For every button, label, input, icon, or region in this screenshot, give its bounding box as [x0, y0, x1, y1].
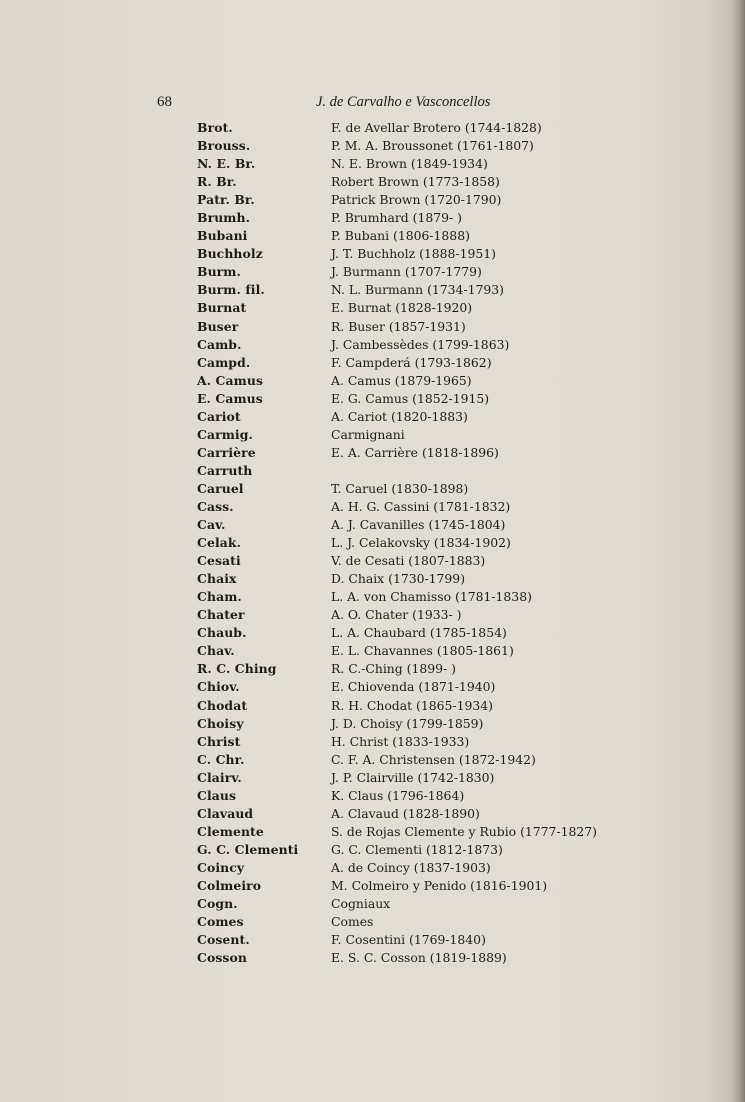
entry-author: E. Chiovenda (1871-1940): [331, 679, 496, 695]
entry-author: A. Cariot (1820-1883): [331, 408, 468, 424]
entry-author: E. G. Camus (1852-1915): [331, 390, 490, 406]
entry-abbreviation: Chiov.: [197, 679, 240, 695]
entry-author: L. J. Celakovsky (1834-1902): [331, 535, 511, 551]
entry-abbreviation: R. C. Ching: [197, 661, 277, 677]
entry-author: A. O. Chater (1933- ): [331, 607, 462, 623]
entry-author: A. J. Cavanilles (1745-1804): [331, 517, 506, 533]
list-item: [0, 335, 745, 353]
list-item: [0, 371, 745, 389]
list-item: [0, 894, 745, 912]
list-item: [0, 930, 745, 948]
list-item: [0, 605, 745, 623]
entry-author: T. Caruel (1830-1898): [331, 480, 469, 496]
list-item: [0, 696, 745, 714]
list-item: [0, 425, 745, 443]
list-item: [0, 732, 745, 750]
entry-abbreviation: C. Chr.: [197, 751, 245, 767]
list-item: [0, 822, 745, 840]
entry-abbreviation: Cosent.: [197, 932, 250, 948]
entry-author: R. C.-Ching (1899- ): [331, 661, 456, 677]
list-item: [0, 172, 745, 190]
list-item: [0, 768, 745, 786]
entry-author: Carmignani: [331, 426, 405, 442]
entry-abbreviation: E. Camus: [197, 390, 263, 406]
list-item: [0, 154, 745, 172]
list-item: [0, 353, 745, 371]
entry-abbreviation: Carrière: [197, 444, 256, 460]
entry-author: D. Chaix (1730-1799): [331, 571, 466, 587]
entry-author: R. H. Chodat (1865-1934): [331, 697, 493, 713]
list-item: [0, 407, 745, 425]
list-item: [0, 714, 745, 732]
entry-author: F. de Avellar Brotero (1744-1828): [331, 120, 542, 135]
entry-abbreviation: Chav.: [197, 643, 235, 659]
entry-abbreviation: Patr. Br.: [197, 192, 255, 208]
entry-abbreviation: Carruth: [197, 462, 253, 478]
list-item: [0, 298, 745, 316]
entry-author: L. A. Chaubard (1785-1854): [331, 625, 507, 641]
entry-abbreviation: G. C. Clementi: [197, 841, 299, 857]
entry-author: J. D. Choisy (1799-1859): [331, 715, 484, 731]
entry-abbreviation: Brumh.: [197, 210, 251, 226]
list-item: [0, 443, 745, 461]
entry-abbreviation: N. E. Br.: [197, 156, 256, 172]
entry-abbreviation: Burnat: [197, 300, 247, 316]
entry-abbreviation: Caruel: [197, 480, 244, 496]
entry-author: P. M. A. Broussonet (1761-1807): [331, 138, 534, 154]
list-item: [0, 876, 745, 894]
entry-author: F. Cosentini (1769-1840): [331, 932, 486, 948]
entry-author: F. Campderá (1793-1862): [331, 354, 492, 370]
entry-author: G. C. Clementi (1812-1873): [331, 841, 503, 857]
entry-abbreviation: Brot.: [197, 120, 233, 135]
entry-abbreviation: Campd.: [197, 354, 251, 370]
entry-author: A. de Coincy (1837-1903): [331, 859, 491, 875]
entry-author: A. Camus (1879-1965): [331, 372, 472, 388]
entry-author: J. T. Buchholz (1888-1951): [331, 246, 496, 262]
entry-abbreviation: Cass.: [197, 498, 234, 514]
list-item: [0, 262, 745, 280]
entry-abbreviation: Buser: [197, 318, 239, 334]
list-item: [0, 515, 745, 533]
entry-author: A. H. G. Cassini (1781-1832): [331, 498, 511, 514]
entry-author: J. P. Clairville (1742-1830): [331, 769, 495, 785]
entry-abbreviation: Colmeiro: [197, 877, 262, 893]
entry-author: R. Buser (1857-1931): [331, 318, 466, 334]
entry-abbreviation: A. Camus: [197, 372, 264, 388]
entry-abbreviation: Cogn.: [197, 896, 238, 912]
list-item: [0, 804, 745, 822]
entry-author: Cogniaux: [331, 896, 391, 912]
entry-abbreviation: Cosson: [197, 950, 247, 966]
entry-abbreviation: Celak.: [197, 535, 241, 551]
entry-author: Robert Brown (1773-1858): [331, 174, 500, 190]
entry-abbreviation: Buchholz: [197, 246, 263, 262]
list-item: [0, 641, 745, 659]
entry-abbreviation: Burm.: [197, 264, 241, 280]
entry-abbreviation: Clemente: [197, 823, 264, 839]
entry-abbreviation: Burm. fil.: [197, 282, 265, 298]
entry-abbreviation: Choisy: [197, 715, 244, 731]
entry-author: S. de Rojas Clemente y Rubio (1777-1827): [331, 823, 597, 839]
entry-author: A. Clavaud (1828-1890): [331, 805, 480, 821]
entry-abbreviation: Cariot: [197, 408, 241, 424]
entry-abbreviation: Coincy: [197, 859, 245, 875]
list-item: [0, 118, 745, 136]
list-item: [0, 569, 745, 587]
abbreviation-list: [0, 118, 745, 966]
list-item: [0, 389, 745, 407]
entry-abbreviation: Clavaud: [197, 805, 254, 821]
list-item: [0, 461, 745, 479]
list-item: [0, 280, 745, 298]
list-item: [0, 623, 745, 641]
list-item: [0, 208, 745, 226]
list-item: [0, 659, 745, 677]
entry-author: J. Burmann (1707-1779): [331, 264, 482, 280]
list-item: [0, 948, 745, 966]
entry-author: E. Burnat (1828-1920): [331, 300, 473, 316]
entry-author: N. E. Brown (1849-1934): [331, 156, 488, 172]
entry-abbreviation: Bubani: [197, 228, 248, 244]
entry-abbreviation: Clairv.: [197, 769, 242, 785]
entry-author: P. Brumhard (1879- ): [331, 210, 462, 226]
running-head: J. de Carvalho e Vasconcellos: [316, 94, 491, 110]
list-item: [0, 912, 745, 930]
entry-abbreviation: Cesati: [197, 553, 241, 569]
entry-abbreviation: Chaix: [197, 571, 237, 587]
entry-abbreviation: R. Br.: [197, 174, 237, 190]
list-item: [0, 587, 745, 605]
entry-author: Patrick Brown (1720-1790): [331, 192, 502, 208]
entry-author: Comes: [331, 914, 374, 930]
entry-abbreviation: Christ: [197, 733, 241, 749]
entry-author: J. Cambessèdes (1799-1863): [331, 336, 510, 352]
entry-author: L. A. von Chamisso (1781-1838): [331, 589, 532, 605]
entry-abbreviation: Chater: [197, 607, 245, 623]
list-item: [0, 677, 745, 695]
entry-author: P. Bubani (1806-1888): [331, 228, 470, 244]
entry-abbreviation: Cham.: [197, 589, 242, 605]
entry-abbreviation: Comes: [197, 914, 244, 930]
entry-abbreviation: Carmig.: [197, 426, 253, 442]
list-item: [0, 858, 745, 876]
list-item: [0, 317, 745, 335]
entry-author: K. Claus (1796-1864): [331, 787, 465, 803]
list-item: [0, 750, 745, 768]
list-item: [0, 840, 745, 858]
list-item: [0, 244, 745, 262]
entry-author: E. L. Chavannes (1805-1861): [331, 643, 514, 659]
list-item: [0, 136, 745, 154]
list-item: [0, 226, 745, 244]
list-item: [0, 551, 745, 569]
entry-author: E. S. C. Cosson (1819-1889): [331, 950, 507, 966]
entry-author: H. Christ (1833-1933): [331, 733, 470, 749]
entry-abbreviation: Brouss.: [197, 138, 251, 154]
page-number: 68: [157, 94, 172, 110]
entry-abbreviation: Claus: [197, 787, 237, 803]
entry-author: E. A. Carrière (1818-1896): [331, 444, 499, 460]
list-item: [0, 786, 745, 804]
entry-abbreviation: Chaub.: [197, 625, 247, 641]
entry-author: C. F. A. Christensen (1872-1942): [331, 751, 536, 767]
entry-abbreviation: Camb.: [197, 336, 242, 352]
entry-author: N. L. Burmann (1734-1793): [331, 282, 504, 298]
entry-author: M. Colmeiro y Penido (1816-1901): [331, 877, 548, 893]
entry-abbreviation: Cav.: [197, 517, 226, 533]
list-item: [0, 479, 745, 497]
entry-abbreviation: Chodat: [197, 697, 248, 713]
entry-author: V. de Cesati (1807-1883): [331, 553, 486, 569]
list-item: [0, 533, 745, 551]
list-item: [0, 190, 745, 208]
list-item: [0, 497, 745, 515]
